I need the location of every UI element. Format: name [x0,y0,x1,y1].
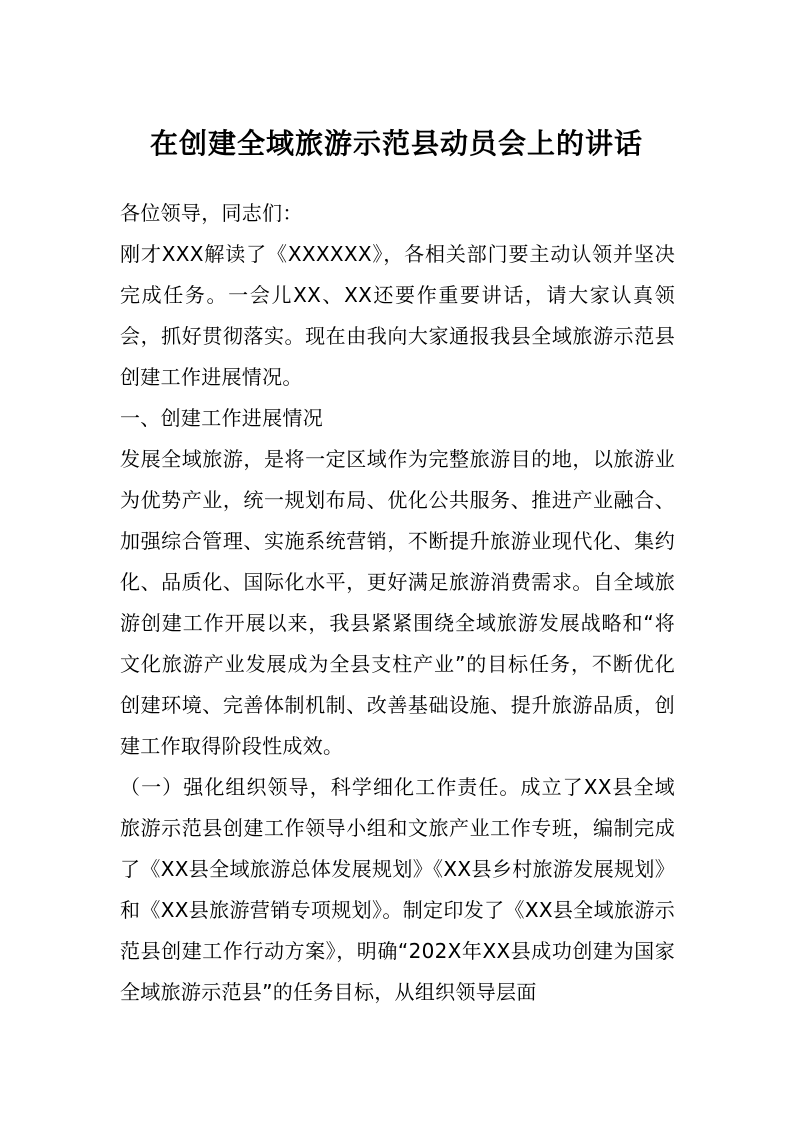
paragraph-organization: （一）强化组织领导，科学细化工作责任。成立了XX县全域旅游示范县创建工作领导小组和文旅产业工作专班，编制完成了《XX县全域旅游总体发展规划》《XX县乡村旅游发展规划》和《XX县旅游营销专项规划》。制定印发了《XX县全域旅游示范县创建工作行动方案》，明确“202X年XX县成功创建为国家全域旅游示范县”的任务目标，从组织领导层面 [120,775,675,1004]
paragraph-overview: 发展全域旅游，是将一定区域作为完整旅游目的地，以旅游业为优势产业，统一规划布局、优化公共服务、推进产业融合、加强综合管理、实施系统营销，不断提升旅游业现代化、集约化、品质化、国际化水平，更好满足旅游消费需求。自全域旅游创建工作开展以来，我县紧紧围绕全域旅游发展战略和“将文化旅游产业发展成为全县支柱产业”的目标任务，不断优化创建环境、完善体制机制、改善基础设施、提升旅游品质，创建工作取得阶段性成效。 [120,447,675,758]
salutation: 各位领导，同志们： [120,201,303,225]
section-heading: 一、创建工作进展情况 [120,406,323,430]
document-title: 在创建全域旅游示范县动员会上的讲话 [149,127,643,160]
document-body [120,193,675,1013]
paragraph-intro: 刚才XXX解读了《XXXXXX》，各相关部门要主动认领并坚决完成任务。一会儿XX、XX还要作重要讲话，请大家认真领会，抓好贯彻落实。现在由我向大家通报我县全域旅游示范县创建工作进展情况。 [120,242,675,389]
